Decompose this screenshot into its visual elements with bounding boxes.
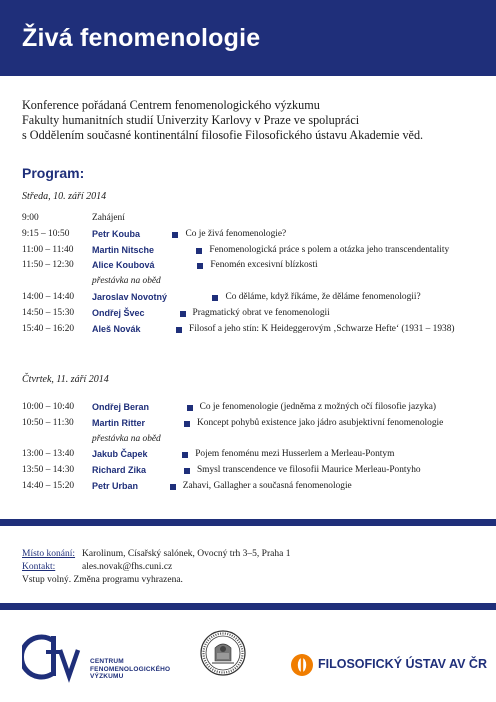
talk-title: Filosof a jeho stín: K Heideggerovým ‚Schwarze Hefte‘ (1931 – 1938) — [188, 323, 455, 334]
talk-title: Fenomenologická práce s polem a otázka jeho transcendentality — [209, 244, 450, 255]
time-slot: 11:50 – 12:30 — [22, 260, 74, 271]
talk-title: Co je fenomenologie (jedněma z možných očí filosofie jazyka) — [199, 402, 437, 412]
contact-label: Kontakt: — [22, 562, 56, 572]
time-slot: 10:00 – 10:40 — [22, 402, 75, 412]
square-bullet-icon — [187, 405, 193, 411]
speaker-name: Alice Koubová — [92, 260, 155, 271]
square-bullet-icon — [184, 468, 190, 474]
contact-email[interactable]: ales.novak@fhs.cuni.cz — [82, 562, 173, 572]
time-slot: 15:40 – 16:20 — [22, 323, 75, 334]
header-banner — [0, 0, 496, 76]
speaker-name: Richard Zika — [92, 465, 147, 476]
cfv-logo — [22, 630, 182, 684]
time-slot: 9:00 — [22, 213, 39, 223]
cfv-logo-text — [90, 658, 170, 681]
talk-title: Co děláme, když říkáme, že děláme fenomenologii? — [225, 291, 421, 302]
speaker-name: Jakub Čapek — [92, 449, 148, 460]
info-note: Vstup volný. Změna programu vyhrazena. — [22, 575, 183, 585]
time-slot: 13:00 – 13:40 — [22, 449, 75, 460]
speaker-name: Petr Kouba — [92, 228, 141, 239]
venue-value: Karolinum, Císařský salónek, Ovocný trh 3–5, Praha 1 — [82, 549, 291, 559]
time-slot: 11:00 – 11:40 — [22, 244, 74, 255]
talk-title: Smysl transcendence ve filosofii Maurice Merleau-Pontyho — [196, 465, 421, 476]
square-bullet-icon — [212, 295, 218, 301]
talk-title: Co je živá fenomenologie? — [185, 228, 287, 239]
opening-label: Zahájení — [92, 213, 125, 223]
flu-logo-text: FILOSOFICKÝ ÚSTAV AV ČR — [318, 657, 487, 671]
intro-line: s Oddělením současné kontinentální filosofie Filosofického ústavu Akademie věd. — [22, 128, 424, 142]
talk-title: Pojem fenoménu mezi Husserlem a Merleau-Pontym — [195, 449, 395, 460]
program-heading: Program: — [22, 165, 85, 181]
time-slot: 14:40 – 15:20 — [22, 480, 75, 491]
square-bullet-icon — [176, 327, 182, 333]
square-bullet-icon — [172, 232, 178, 238]
charles-university-seal — [200, 630, 246, 676]
flu-logo — [290, 653, 487, 677]
time-slot: 14:50 – 15:30 — [22, 307, 75, 318]
speaker-name: Ondřej Švec — [92, 307, 145, 318]
cfv-line: VÝZKUMU — [90, 673, 124, 680]
page-title: Živá fenomenologie — [22, 24, 261, 52]
square-bullet-icon — [184, 421, 190, 427]
talk-title: Pragmatický obrat ve fenomenologii — [192, 307, 330, 318]
cfv-line: FENOMENOLOGICKÉHO — [90, 665, 171, 673]
intro-text — [22, 98, 482, 143]
talk-title: Zahavi, Gallagher a současná fenomenologie — [182, 480, 352, 491]
divider-band — [0, 603, 496, 610]
speaker-name: Petr Urban — [92, 480, 139, 491]
speaker-name: Ondřej Beran — [92, 402, 150, 412]
intro-line: Fakulty humanitních studií Univerzity Karlovy v Praze ve spolupráci — [22, 113, 360, 127]
time-slot: 14:00 – 14:40 — [22, 291, 75, 302]
day-label: Středa, 10. září 2014 — [22, 191, 107, 202]
time-slot: 13:50 – 14:30 — [22, 465, 75, 476]
intro-line: Konference pořádaná Centrem fenomenologického výzkumu — [22, 98, 320, 112]
time-slot: 9:15 – 10:50 — [22, 228, 70, 239]
square-bullet-icon — [196, 248, 202, 254]
square-bullet-icon — [197, 263, 203, 269]
time-slot: 10:50 – 11:30 — [22, 417, 74, 428]
speaker-name: Jaroslav Novotný — [92, 291, 168, 302]
venue-label: Místo konání: — [22, 549, 76, 559]
speaker-name: Aleš Novák — [92, 323, 141, 334]
cfv-line: CENTRUM — [90, 658, 124, 665]
talk-title: Fenomén excesivní blízkosti — [210, 260, 318, 271]
divider-band — [0, 519, 496, 526]
day-label: Čtvrtek, 11. září 2014 — [22, 374, 109, 385]
speaker-name: Martin Nitsche — [92, 244, 155, 255]
square-bullet-icon — [180, 311, 186, 317]
break-label: přestávka na oběd — [92, 276, 161, 287]
talk-title: Koncept pohybů existence jako jádro asubjektivní fenomenologie — [196, 417, 444, 428]
speaker-name: Martin Ritter — [92, 417, 146, 428]
flu-logo-icon — [290, 653, 314, 677]
square-bullet-icon — [170, 484, 176, 490]
cfv-logo-icon — [22, 630, 84, 684]
square-bullet-icon — [182, 452, 188, 458]
break-label: přestávka na oběd — [92, 433, 161, 444]
